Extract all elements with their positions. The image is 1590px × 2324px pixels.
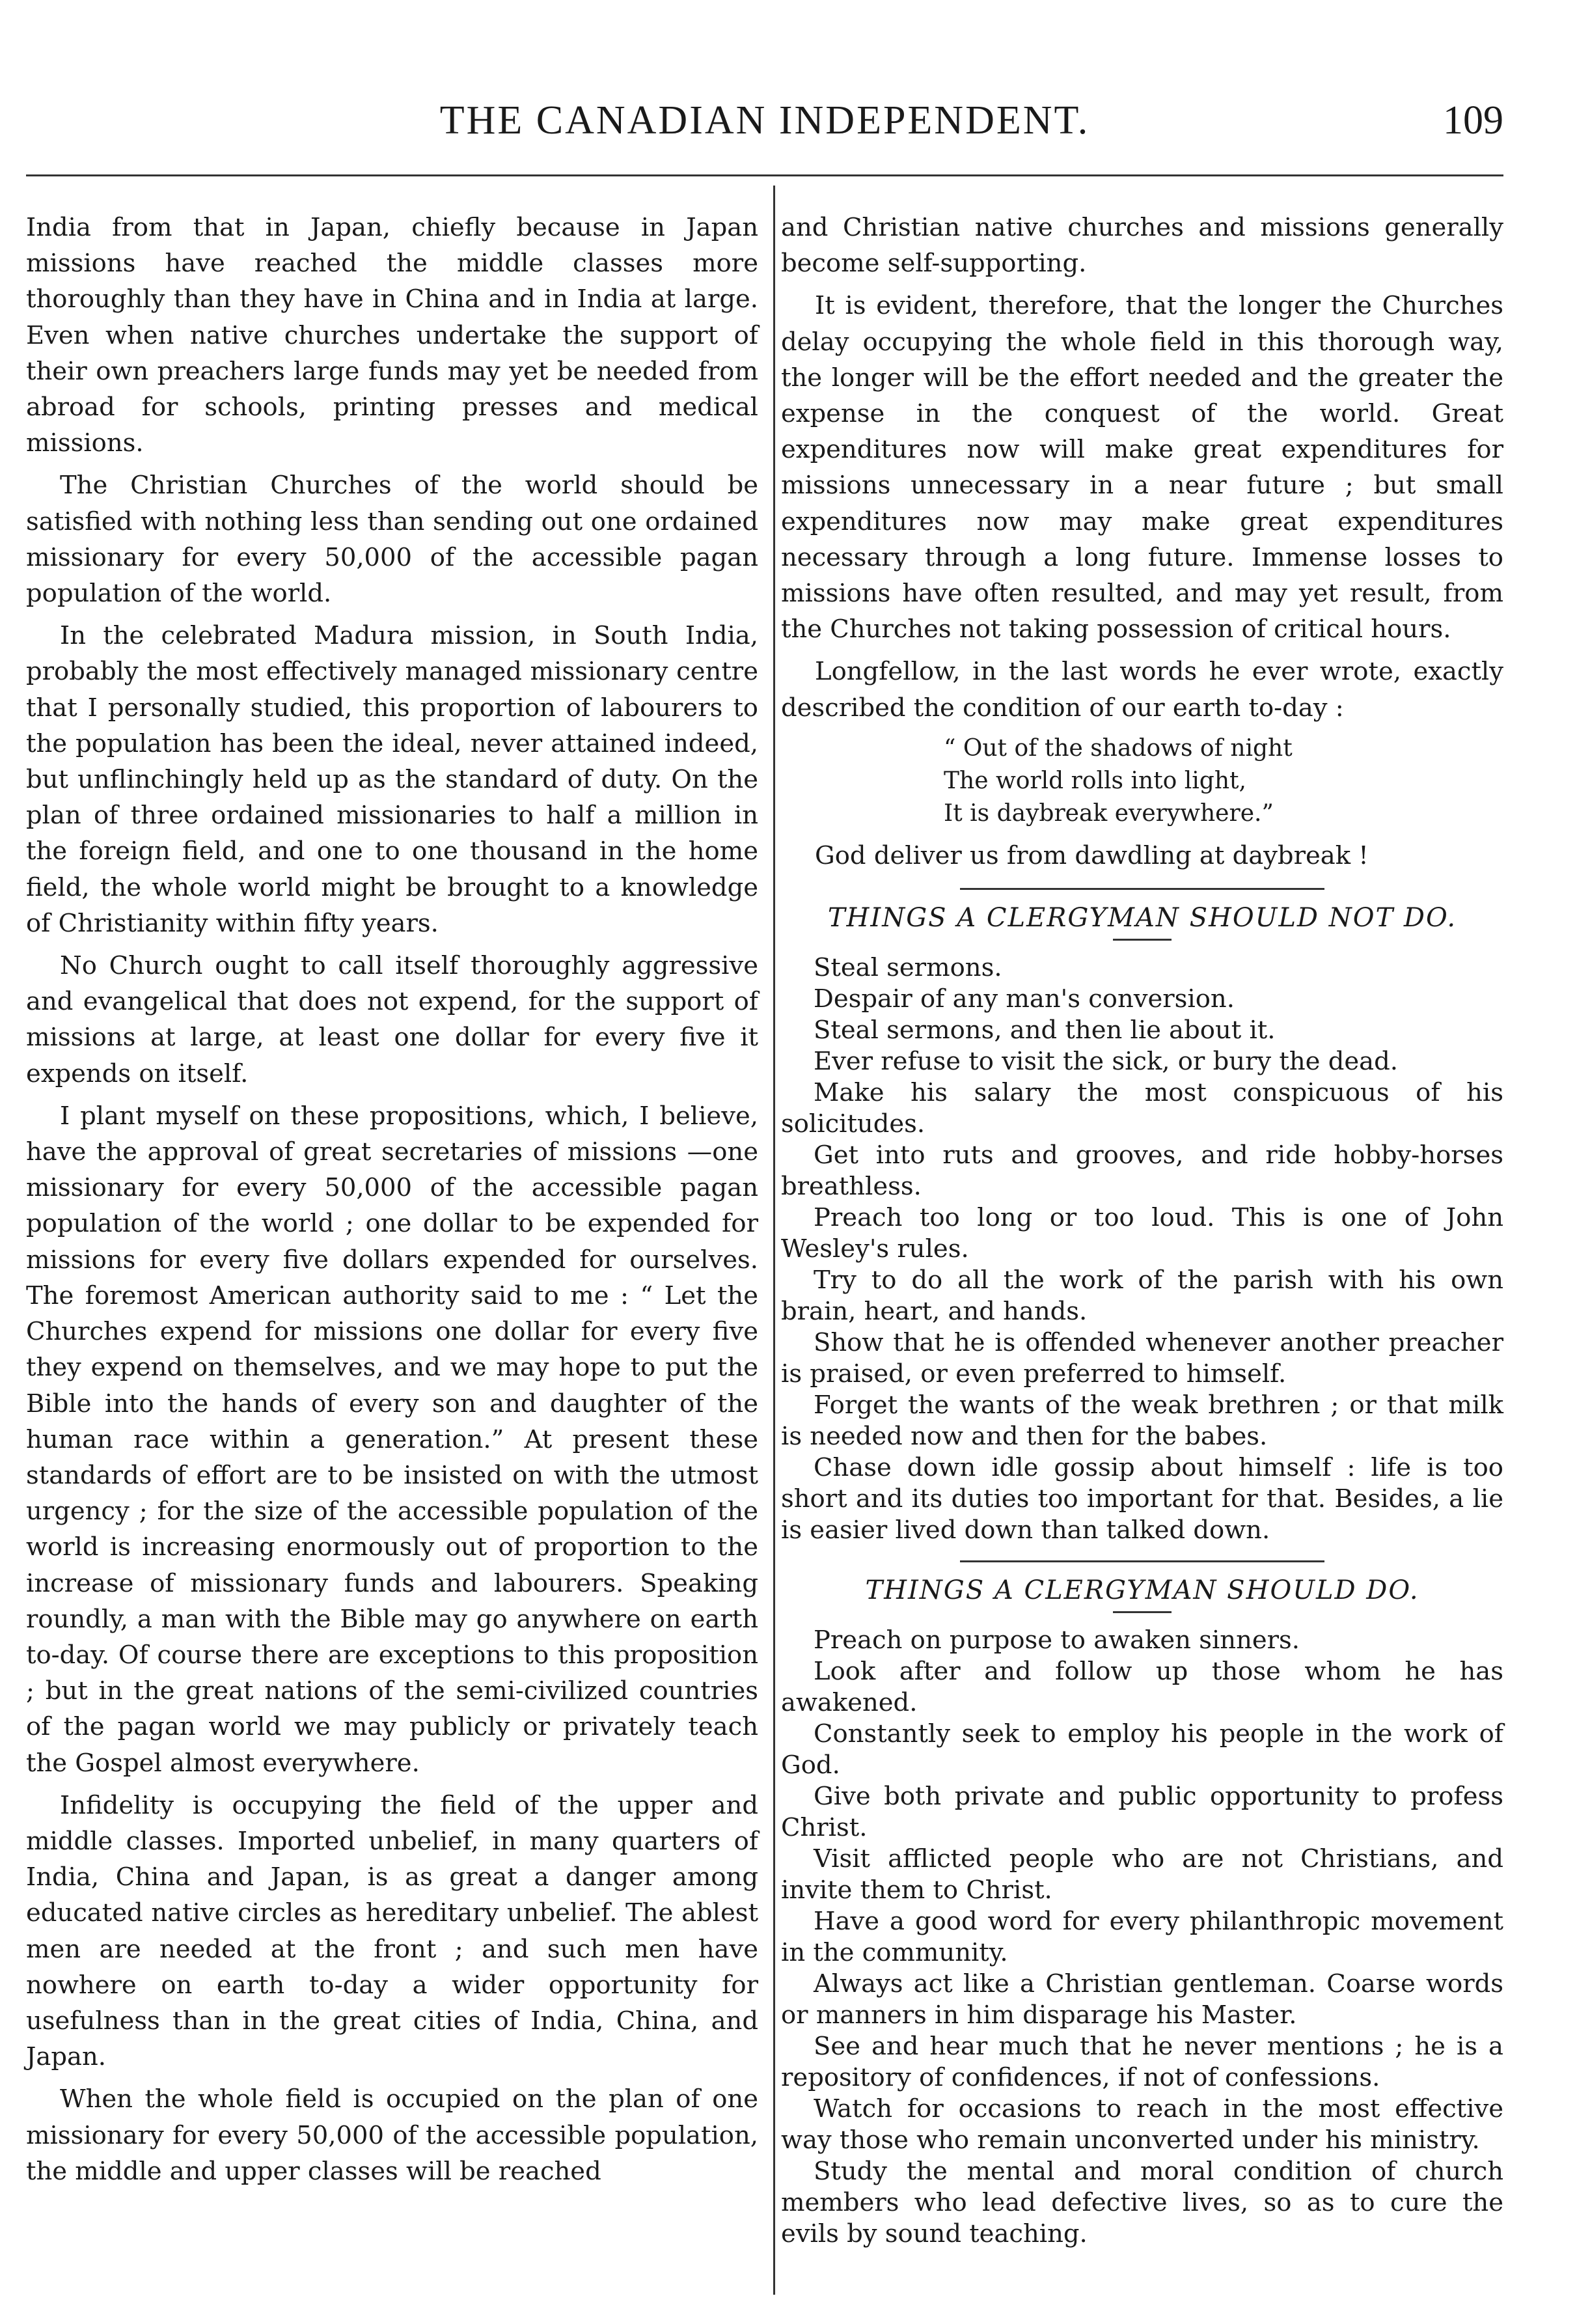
left-column — [26, 210, 758, 2196]
paragraph: Infidelity is occupying the field of the upper and middle classes. Imported unbelief, in many quarters of India, China and Japan, is as great a danger among educated native circles as hereditary unbelief. The ablest men are needed at the front ; and such men have nowhere on earth to-day a wider opportunity for usefulness than in the great cities of India, China, and Japan. — [26, 1790, 758, 2072]
list-item: Chase down idle gossip about himself : life is too short and its duties too important for that. Besides, a lie is easier lived down than talked down. — [781, 1453, 1503, 1545]
paragraph: I plant myself on these propositions, which, I believe, have the approval of great secretaries of missions —one missionary for every 50,000 of the accessible pagan population of the world ; one dollar to be expended for missions for every five dollars expended for ourselves. The foremost American authority said to me : “ Let the Churches expend for missions one dollar for every five they expend on themselves, and we may hope to put the Bible into the hands of every son and daughter of the human race within a generation.” At present these standards of effort are to be insisted on with the utmost urgency ; for the size of the accessible population of the world is increasing enormously out of proportion to the increase of missionary funds and labourers. Speaking roundly, a man with the Bible may go anywhere on earth to-day. Of course there are exceptions to this proposition ; but in the great nations of the semi-civilized countries of the pagan world we may publicly or privately teach the Gospel almost everywhere. — [26, 1101, 758, 1778]
list-item: Give both private and public opportunity to profess Christ. — [781, 1782, 1503, 1843]
list-item: Constantly seek to employ his people in the work of God. — [781, 1719, 1503, 1780]
column-divider — [773, 186, 775, 2295]
list-item: Try to do all the work of the parish with his own brain, heart, and hands. — [781, 1266, 1503, 1327]
list-item: Make his salary the most conspicuous of his solicitudes. — [781, 1078, 1503, 1139]
list-item: Study the mental and moral condition of church members who lead defective lives, so as to cure the evils by sound teaching. — [781, 2157, 1503, 2249]
section-rule — [960, 1560, 1324, 1562]
poem-line: It is daybreak everywhere.” — [944, 799, 1274, 827]
paragraph: India from that in Japan, chiefly because in Japan missions have reached the middle classes more thoroughly than they have in China and in India at large. Even when native churches undertake the support of their own preachers large funds may yet be needed from abroad for schools, printing presses and medical missions. — [26, 213, 758, 458]
page-number: 109 — [1443, 98, 1503, 143]
paragraph: It is evident, therefore, that the longer the Churches delay occupying the whole field in this thorough way, the longer will be the effort needed and the greater the expense in the conquest of the world. Great expenditures now will make great expenditures for missions unnecessary in a near future ; but small expenditures now may make great expenditures necessary through a long future. Immense losses to missions have often resulted, and may yet result, from the Churches not taking possession of critical hours. — [781, 291, 1503, 644]
list-item: Forget the wants of the weak brethren ; or that milk is needed now and then for the babes. — [781, 1390, 1503, 1452]
list-item: Always act like a Christian gentleman. Coarse words or manners in him disparage his Master. — [781, 1969, 1503, 2030]
header-rule — [26, 174, 1503, 176]
paragraph: No Church ought to call itself thoroughly aggressive and evangelical that does not expend, for the support of missions at large, at least one dollar for every five it expends on itself. — [26, 951, 758, 1088]
list-item: Despair of any man's conversion. — [814, 984, 1235, 1014]
paragraph: When the whole field is occupied on the plan of one missionary for every 50,000 of the accessible population, the middle and upper classes will be reached — [26, 2084, 758, 2186]
paragraph: In the celebrated Madura mission, in South India, probably the most effectively managed missionary centre that I personally studied, this proportion of labourers to the population has been the ideal, never attained indeed, but unflinchingly held up as the standard of duty. On the plan of three ordained missionaries to half a million in the foreign field, and one to one thousand in the home field, the whole world might be brought to a knowledge of Christianity within fifty years. — [26, 621, 758, 938]
list-item: Watch for occasions to reach in the most effective way those who remain unconverted under his ministry. — [781, 2094, 1503, 2155]
heading-rule — [1113, 1611, 1172, 1613]
list-item: Look after and follow up those whom he has awakened. — [781, 1657, 1503, 1718]
closing-line: God deliver us from dawdling at daybreak ! — [815, 840, 1369, 870]
poem-line: “ Out of the shadows of night — [944, 734, 1293, 762]
section-heading-should: THINGS A CLERGYMAN SHOULD DO. — [865, 1575, 1419, 1606]
list-item: Preach on purpose to awaken sinners. — [814, 1625, 1300, 1655]
paragraph: and Christian native churches and missions generally become self-supporting. — [781, 213, 1503, 279]
list-item: Preach too long or too loud. This is one of John Wesley's rules. — [781, 1203, 1503, 1264]
section-rule — [960, 888, 1324, 890]
list-item: Show that he is offended whenever another preacher is praised, or even preferred to himself. — [781, 1328, 1503, 1389]
list-item: Steal sermons, and then lie about it. — [814, 1016, 1276, 1045]
poem-line: The world rolls into light, — [944, 767, 1246, 794]
list-item: Visit afflicted people who are not Christians, and invite them to Christ. — [781, 1844, 1503, 1905]
journal-title: THE CANADIAN INDEPENDENT. — [439, 98, 1090, 143]
list-item: Ever refuse to visit the sick, or bury the dead. — [814, 1047, 1398, 1077]
list-item: See and hear much that he never mentions ; he is a repository of confidences, if not of confessions. — [781, 2032, 1503, 2093]
heading-rule — [1113, 939, 1172, 941]
list-item: Steal sermons. — [814, 953, 1002, 983]
page-header — [26, 98, 1503, 150]
list-item: Have a good word for every philanthropic movement in the community. — [781, 1907, 1503, 1968]
right-column — [781, 210, 1503, 2250]
poem-quote — [944, 732, 1503, 830]
section-heading-should-not: THINGS A CLERGYMAN SHOULD NOT DO. — [827, 903, 1457, 934]
list-item: Get into ruts and grooves, and ride hobby-horses breathless. — [781, 1141, 1503, 1202]
paragraph: Longfellow, in the last words he ever wrote, exactly described the condition of our earth to-day : — [781, 657, 1503, 723]
paragraph: The Christian Churches of the world should be satisfied with nothing less than sending out one ordained missionary for every 50,000 of the accessible pagan population of the world. — [26, 471, 758, 609]
